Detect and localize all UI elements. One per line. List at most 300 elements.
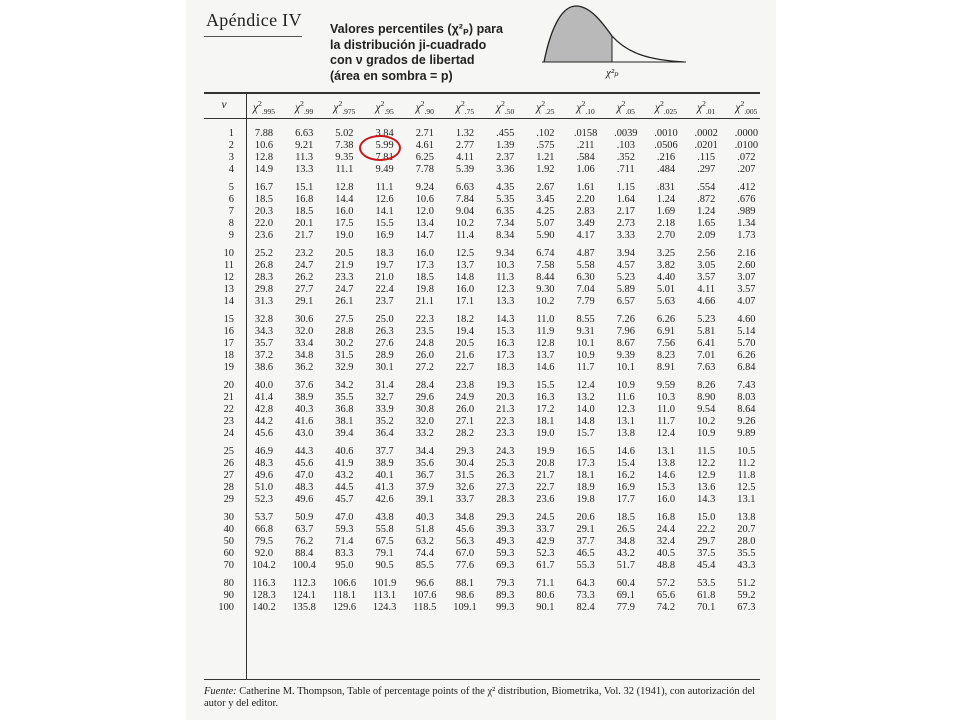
table-cell: 112.3 xyxy=(292,577,316,589)
table-cell: 7.81 xyxy=(375,152,394,164)
table-cell: .575 xyxy=(536,140,555,152)
table-cell: .0039 xyxy=(614,128,638,139)
chi-exponent: 2 xyxy=(380,99,385,108)
table-cell: 48.3 xyxy=(295,482,314,494)
table-cell: 63.2 xyxy=(415,536,434,548)
table-row xyxy=(204,548,760,560)
table-cell: 29.1 xyxy=(576,524,595,535)
chi-symbol: χ xyxy=(697,101,703,114)
table-cell: 1.92 xyxy=(536,164,555,176)
table-cell: 28.2 xyxy=(455,428,475,440)
table-cell: 59.3 xyxy=(335,524,354,535)
table-cell: 41.4 xyxy=(254,392,274,403)
table-cell: 9.04 xyxy=(455,206,475,218)
table-cell: 33.2 xyxy=(415,428,434,440)
table-cell: 47.0 xyxy=(335,511,354,523)
table-cell: 18.5 xyxy=(295,206,314,218)
degrees-of-freedom-cell: 15 xyxy=(223,313,234,325)
table-cell: 24.3 xyxy=(496,445,515,457)
table-cell: 51.0 xyxy=(254,482,274,494)
caption-line-2: la distribución ji-cuadrado xyxy=(330,37,487,52)
table-cell: 4.57 xyxy=(616,260,635,271)
table-cell: 40.5 xyxy=(656,548,676,560)
table-cell: 43.8 xyxy=(375,511,394,523)
table-cell: 10.9 xyxy=(616,379,635,391)
table-cell: 17.3 xyxy=(415,260,434,271)
table-cell: 17.1 xyxy=(455,296,475,308)
table-cell: 3.84 xyxy=(375,128,394,139)
table-cell: 39.1 xyxy=(415,494,434,506)
table-cell: 4.66 xyxy=(697,296,716,308)
table-row xyxy=(204,218,760,230)
table-cell: 4.40 xyxy=(656,272,676,284)
table-cell: 23.7 xyxy=(375,296,394,308)
table-cell: 10.1 xyxy=(576,338,595,350)
table-row xyxy=(204,284,760,296)
table-row xyxy=(204,230,760,242)
column-header-sub: .995 xyxy=(261,107,275,117)
table-cell: 15.3 xyxy=(496,326,515,337)
table-row xyxy=(204,152,760,164)
table-cell: 2.37 xyxy=(496,152,515,164)
table-cell: 25.2 xyxy=(254,247,274,259)
table-cell: 14.1 xyxy=(375,206,394,218)
table-row xyxy=(204,590,760,602)
table-cell: 11.3 xyxy=(496,272,515,284)
column-header-sub: .25 xyxy=(545,107,555,117)
chi-symbol: χ xyxy=(496,101,502,114)
table-cell: 10.2 xyxy=(455,218,475,230)
table-cell: .0010 xyxy=(654,128,678,139)
table-cell: 50.9 xyxy=(295,511,314,523)
table-cell: 3.25 xyxy=(656,247,676,259)
header-rule xyxy=(204,118,760,119)
table-cell: 11.7 xyxy=(657,416,675,428)
table-cell: 48.8 xyxy=(656,560,676,572)
table-cell: 48.3 xyxy=(254,458,274,469)
source-label: Fuente: xyxy=(204,686,237,697)
degrees-of-freedom-cell: 26 xyxy=(223,458,234,469)
table-cell: 21.6 xyxy=(455,350,475,362)
table-cell: 22.3 xyxy=(496,416,515,428)
table-cell: 11.3 xyxy=(295,152,314,164)
table-cell: 5.99 xyxy=(375,140,394,152)
chi-square-density-figure xyxy=(538,0,688,70)
table-cell: 38.6 xyxy=(254,362,274,374)
table-caption xyxy=(330,22,530,84)
table-cell: 9.34 xyxy=(496,247,515,259)
table-cell: 79.1 xyxy=(375,548,394,560)
column-header xyxy=(485,99,525,116)
table-cell: 17.2 xyxy=(536,404,555,416)
column-header-sub: .005 xyxy=(744,107,758,117)
table-cell: 30.1 xyxy=(375,362,394,374)
table-cell: 9.31 xyxy=(576,326,595,337)
table-row xyxy=(204,164,760,176)
column-header xyxy=(525,99,565,116)
table-cell: 116.3 xyxy=(252,577,276,589)
table-cell: 11.8 xyxy=(737,470,756,482)
table-cell: 15.1 xyxy=(295,181,314,193)
table-cell: 14.6 xyxy=(616,445,635,457)
table-cell: .554 xyxy=(697,181,716,193)
table-cell: 43.3 xyxy=(737,560,756,572)
header-v: ν xyxy=(221,99,227,111)
table-row xyxy=(204,296,760,308)
table-cell: 16.0 xyxy=(656,494,676,506)
table-cell: 30.4 xyxy=(455,458,475,469)
table-cell: 7.78 xyxy=(415,164,434,176)
table-cell: .412 xyxy=(737,181,756,193)
table-cell: 6.26 xyxy=(737,350,756,362)
table-cell: 99.3 xyxy=(496,602,515,614)
column-header xyxy=(566,99,606,116)
table-cell: 9.89 xyxy=(737,428,756,440)
table-cell: 44.2 xyxy=(254,416,274,428)
table-cell: 10.1 xyxy=(616,362,635,374)
table-cell: 5.89 xyxy=(616,284,635,296)
table-cell: 15.3 xyxy=(656,482,676,494)
table-cell: .872 xyxy=(697,194,716,205)
table-cell: 2.67 xyxy=(536,181,555,193)
percentile-table xyxy=(204,92,760,682)
table-cell: 104.2 xyxy=(252,560,276,572)
table-cell: .0158 xyxy=(573,128,598,139)
table-cell: 5.39 xyxy=(455,164,475,176)
table-cell: 30.6 xyxy=(295,313,314,325)
table-cell: 14.8 xyxy=(455,272,475,284)
table-cell: 41.3 xyxy=(375,482,394,494)
chi-exponent: 2 xyxy=(660,99,664,108)
table-cell: .676 xyxy=(737,194,756,205)
table-cell: 9.59 xyxy=(656,379,676,391)
table-cell: 11.1 xyxy=(375,181,394,193)
table-cell: 19.8 xyxy=(415,284,434,296)
table-cell: 7.38 xyxy=(335,140,354,152)
column-header-sub: .10 xyxy=(585,107,595,117)
degrees-of-freedom-cell: 3 xyxy=(228,152,234,164)
table-cell: 38.9 xyxy=(295,392,314,403)
table-cell: 9.30 xyxy=(536,284,555,296)
column-header-sub: .01 xyxy=(705,107,716,117)
table-cell: 26.3 xyxy=(496,470,515,482)
table-cell: 44.3 xyxy=(295,445,314,457)
table-cell: .115 xyxy=(697,152,716,164)
column-header-sub: .90 xyxy=(424,107,434,117)
table-row xyxy=(204,602,760,614)
table-cell: 69.3 xyxy=(496,560,515,572)
table-cell: 5.01 xyxy=(656,284,676,296)
table-cell: 76.2 xyxy=(295,536,314,548)
table-cell: 17.3 xyxy=(576,458,595,469)
table-cell: 33.4 xyxy=(295,338,314,350)
table-cell: 11.9 xyxy=(536,326,555,337)
table-cell: 15.7 xyxy=(576,428,595,440)
table-cell: 13.6 xyxy=(697,482,716,494)
table-cell: 40.6 xyxy=(335,445,354,457)
title-underline xyxy=(204,36,302,37)
table-cell: 10.3 xyxy=(656,392,676,403)
table-cell: 22.4 xyxy=(375,284,394,296)
table-cell: 16.9 xyxy=(375,230,394,242)
table-row xyxy=(204,338,760,350)
degrees-of-freedom-cell: 90 xyxy=(223,590,234,601)
table-cell: 19.9 xyxy=(536,445,555,457)
chi-symbol: χ xyxy=(415,101,421,114)
table-cell: 35.5 xyxy=(335,392,354,403)
table-cell: 24.7 xyxy=(335,284,354,296)
table-cell: 52.3 xyxy=(254,494,274,506)
table-cell: 17.3 xyxy=(496,350,515,362)
table-cell: 18.1 xyxy=(536,416,555,428)
table-cell: 5.07 xyxy=(536,218,555,230)
table-cell: 36.8 xyxy=(335,404,354,416)
table-cell: 33.7 xyxy=(536,524,555,535)
table-cell: 13.7 xyxy=(536,350,555,362)
table-cell: 31.5 xyxy=(455,470,475,482)
table-cell: 34.2 xyxy=(335,379,354,391)
table-cell: 32.6 xyxy=(455,482,475,494)
table-cell: 128.3 xyxy=(252,590,276,601)
table-cell: 63.7 xyxy=(295,524,314,535)
table-cell: 37.7 xyxy=(576,536,595,548)
table-cell: .484 xyxy=(656,164,676,176)
chi-exponent: 2 xyxy=(258,99,262,108)
table-cell: 14.7 xyxy=(415,230,434,242)
column-header-sub: .75 xyxy=(464,107,475,117)
table-cell: 3.45 xyxy=(536,194,555,205)
table-row xyxy=(204,272,760,284)
chi-exponent: 2 xyxy=(460,99,465,108)
table-cell: 118.5 xyxy=(413,602,437,614)
table-cell: 27.5 xyxy=(335,313,354,325)
table-cell: .455 xyxy=(496,128,515,139)
degrees-of-freedom-cell: 13 xyxy=(223,284,234,296)
table-cell: 79.3 xyxy=(496,577,515,589)
table-cell: 37.6 xyxy=(295,379,314,391)
table-cell: 36.7 xyxy=(415,470,434,482)
degrees-of-freedom-cell: 30 xyxy=(223,511,234,523)
table-cell: 26.3 xyxy=(375,326,394,337)
table-cell: 1.21 xyxy=(536,152,555,164)
table-cell: 107.6 xyxy=(413,590,437,601)
table-cell: 16.8 xyxy=(656,511,676,523)
table-cell: 13.2 xyxy=(576,392,595,403)
table-row xyxy=(204,536,760,548)
table-cell: 14.3 xyxy=(697,494,716,506)
table-cell: 6.35 xyxy=(496,206,515,218)
table-cell: 2.83 xyxy=(576,206,595,218)
table-cell: 2.60 xyxy=(737,260,756,271)
chi-exponent: 2 xyxy=(501,99,505,108)
table-cell: 5.14 xyxy=(737,326,756,337)
table-cell: 25.0 xyxy=(375,313,394,325)
table-cell: 8.23 xyxy=(656,350,676,362)
table-cell: 74.4 xyxy=(415,548,434,560)
table-cell: 7.58 xyxy=(536,260,555,271)
table-cell: 1.34 xyxy=(737,218,756,230)
table-cell: 13.8 xyxy=(656,458,676,469)
table-cell: 12.9 xyxy=(697,470,716,482)
table-cell: 28.4 xyxy=(415,379,434,391)
table-cell: 16.0 xyxy=(455,284,475,296)
table-cell: 49.6 xyxy=(254,470,274,482)
caption-line-4: (área en sombra = p) xyxy=(330,68,453,83)
table-cell: 4.61 xyxy=(415,140,434,152)
table-cell: 26.0 xyxy=(415,350,434,362)
table-cell: 3.36 xyxy=(496,164,515,176)
column-header-sub: .05 xyxy=(625,107,635,117)
table-cell: 61.8 xyxy=(697,590,716,601)
table-cell: 16.0 xyxy=(335,206,354,218)
table-cell: 28.0 xyxy=(737,536,756,548)
column-header xyxy=(606,99,646,116)
table-cell: 10.6 xyxy=(415,194,434,205)
table-cell: 4.11 xyxy=(456,152,474,164)
table-row xyxy=(204,416,760,428)
table-cell: .297 xyxy=(697,164,716,176)
table-cell: .0100 xyxy=(734,140,759,152)
table-cell: 13.7 xyxy=(455,260,475,271)
table-row xyxy=(204,446,760,458)
table-cell: 9.26 xyxy=(737,416,756,428)
table-cell: .711 xyxy=(616,164,635,176)
table-cell: 12.4 xyxy=(576,379,595,391)
table-cell: 6.26 xyxy=(656,313,676,325)
table-cell: 39.4 xyxy=(335,428,354,440)
table-cell: 11.7 xyxy=(576,362,595,374)
table-cell: 59.3 xyxy=(496,548,515,560)
table-cell: 21.3 xyxy=(496,404,515,416)
table-cell: 124.1 xyxy=(292,590,316,601)
table-cell: 34.4 xyxy=(415,445,434,457)
table-cell: 25.3 xyxy=(496,458,515,469)
table-cell: 13.4 xyxy=(415,218,434,230)
degrees-of-freedom-cell: 17 xyxy=(223,338,234,350)
table-cell: 5.70 xyxy=(737,338,756,350)
table-cell: 22.2 xyxy=(697,524,716,535)
table-cell: 33.7 xyxy=(455,494,475,506)
table-cell: 21.1 xyxy=(415,296,434,308)
table-cell: 27.1 xyxy=(455,416,475,428)
table-cell: 45.4 xyxy=(697,560,716,572)
table-cell: 43.2 xyxy=(335,470,354,482)
table-cell: .102 xyxy=(536,128,555,139)
table-row xyxy=(204,182,760,194)
table-cell: 44.5 xyxy=(335,482,354,494)
table-cell: 7.96 xyxy=(616,326,635,337)
table-cell: 28.3 xyxy=(254,272,274,284)
table-cell: 38.1 xyxy=(335,416,354,428)
table-cell: 10.6 xyxy=(254,140,274,152)
table-cell: 46.9 xyxy=(254,445,274,457)
table-cell: 73.3 xyxy=(576,590,595,601)
column-header xyxy=(726,99,766,116)
table-cell: 18.3 xyxy=(496,362,515,374)
table-cell: 2.20 xyxy=(576,194,595,205)
column-header xyxy=(405,99,445,116)
table-cell: .831 xyxy=(656,181,676,193)
table-cell: 19.8 xyxy=(576,494,595,506)
table-cell: 7.34 xyxy=(496,218,515,230)
table-cell: .103 xyxy=(616,140,635,152)
table-cell: 45.6 xyxy=(254,428,274,440)
table-row xyxy=(204,404,760,416)
table-row xyxy=(204,140,760,152)
table-cell: .0000 xyxy=(734,128,759,139)
degrees-of-freedom-cell: 20 xyxy=(223,379,234,391)
table-cell: 19.4 xyxy=(455,326,475,337)
table-cell: 6.25 xyxy=(415,152,434,164)
degrees-of-freedom-cell: 14 xyxy=(223,296,234,308)
table-cell: 51.2 xyxy=(737,577,756,589)
table-cell: 16.8 xyxy=(295,194,314,205)
table-cell: 79.5 xyxy=(254,536,274,548)
table-cell: 32.0 xyxy=(415,416,434,428)
table-cell: 13.8 xyxy=(737,511,756,523)
table-cell: 9.21 xyxy=(295,140,314,152)
table-row xyxy=(204,314,760,326)
table-cell: 74.2 xyxy=(656,602,676,614)
table-cell: 3.82 xyxy=(656,260,676,271)
table-cell: 34.8 xyxy=(616,536,635,548)
table-cell: 23.6 xyxy=(254,230,274,242)
table-cell: .584 xyxy=(576,152,595,164)
table-cell: 22.3 xyxy=(415,313,434,325)
table-cell: 7.26 xyxy=(616,313,635,325)
table-row xyxy=(204,248,760,260)
table-cell: 21.9 xyxy=(335,260,354,271)
table-cell: 140.2 xyxy=(252,602,276,614)
table-cell: 20.7 xyxy=(737,524,756,535)
table-cell: 2.77 xyxy=(455,140,475,152)
table-cell: 46.5 xyxy=(576,548,595,560)
table-cell: 45.6 xyxy=(295,458,314,469)
table-cell: 23.3 xyxy=(496,428,515,440)
table-cell: 77.9 xyxy=(616,602,635,614)
table-cell: 27.6 xyxy=(375,338,394,350)
table-cell: 55.8 xyxy=(375,524,394,535)
table-cell: 11.2 xyxy=(737,458,756,469)
column-header xyxy=(324,99,364,116)
table-cell: 42.8 xyxy=(254,404,274,416)
table-cell: 29.7 xyxy=(697,536,716,548)
table-cell: 21.7 xyxy=(295,230,314,242)
degrees-of-freedom-cell: 1 xyxy=(228,128,234,139)
table-cell: 6.63 xyxy=(455,181,475,193)
table-cell: 80.6 xyxy=(536,590,555,601)
degrees-of-freedom-cell: 19 xyxy=(223,362,234,374)
caption-line-1: Valores percentiles (χ²ₚ) para xyxy=(330,22,503,36)
table-cell: 13.8 xyxy=(616,428,635,440)
chi-symbol: χ xyxy=(616,101,622,114)
table-row xyxy=(204,206,760,218)
table-cell: 31.4 xyxy=(375,379,394,391)
table-cell: 12.8 xyxy=(536,338,555,350)
chi-exponent: 2 xyxy=(541,99,546,108)
table-cell: 35.5 xyxy=(737,548,756,560)
degrees-of-freedom-cell: 16 xyxy=(223,326,234,337)
table-cell: 9.35 xyxy=(335,152,354,164)
table-cell: 21.0 xyxy=(375,272,394,284)
table-cell: 32.9 xyxy=(335,362,354,374)
table-row xyxy=(204,524,760,536)
table-cell: 1.65 xyxy=(697,218,716,230)
table-cell: 20.5 xyxy=(335,247,354,259)
table-cell: 90.1 xyxy=(536,602,555,614)
table-cell: 15.0 xyxy=(697,511,716,523)
chi-symbol: χ xyxy=(655,101,661,114)
